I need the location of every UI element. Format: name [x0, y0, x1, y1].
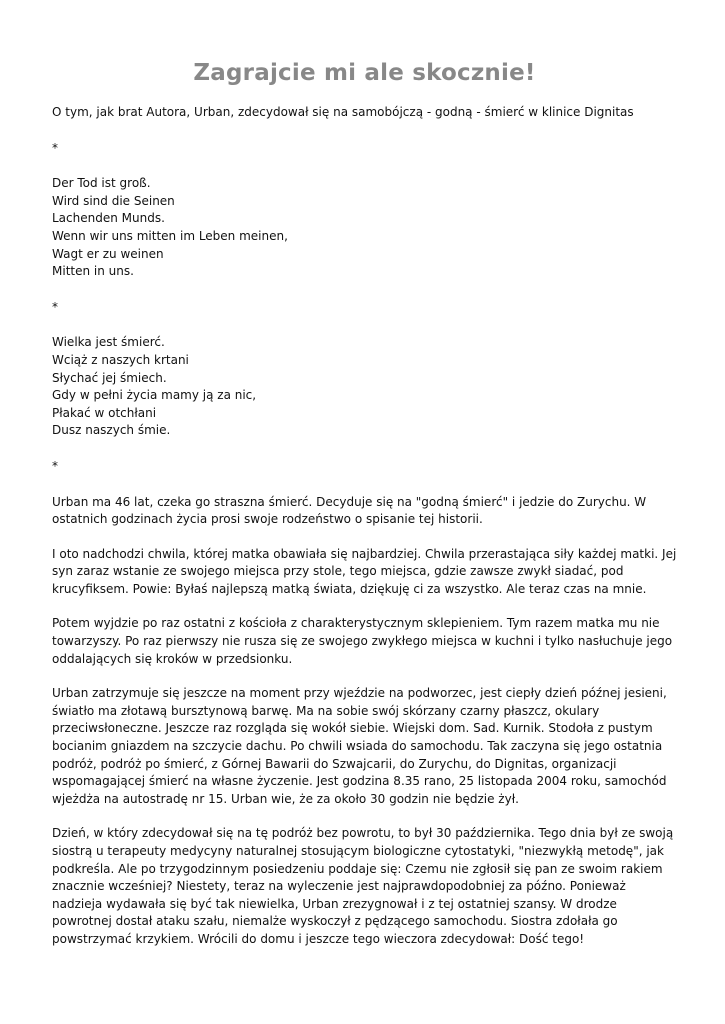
poem-line: Wenn wir uns mitten im Leben meinen, [52, 228, 288, 243]
subtitle: O tym, jak brat Autora, Urban, zdecydował się na samobójczą - godną - śmierć w klinice Dignitas [52, 105, 634, 119]
paragraph-2: I oto nadchodzi chwila, której matka obawiała się najbardziej. Chwila przerastająca siły każdej matki. Jej syn zaraz wstanie ze swojego miejsca przy stole, tego miejsca, gdzie zawsze zwykł siadać, pod krucyfiksem. Powie: Byłaś najlepszą matką świata, dziękuję ci za wszystko. Ale teraz czas na mnie. [52, 546, 677, 596]
poem-line: Mitten in uns. [52, 264, 134, 279]
separator-2: * [52, 299, 58, 314]
poem-line: Wird sind die Seinen [52, 193, 175, 208]
poem-line: Gdy w pełni życia mamy ją za nic, [52, 388, 257, 403]
poem-polish [52, 334, 677, 440]
paragraph-3: Potem wyjdzie po raz ostatni z kościoła z charakterystycznym sklepieniem. Tym razem matka mu nie towarzyszy. Po raz pierwszy nie rusza się ze swojego zwykłego miejsca w kuchni i tylko nasłuchuje jego oddalających się kroków w przedsionku. [52, 616, 673, 666]
separator-1: * [52, 140, 58, 155]
paragraph-1: Urban ma 46 lat, czeka go straszna śmierć. Decyduje się na "godną śmierć" i jedzie do Zurychu. W ostatnich godzinach życia prosi swoje rodzeństwo o spisanie tej historii. [52, 494, 647, 527]
poem-german [52, 175, 677, 281]
poem-line: Wielka jest śmierć. [52, 335, 165, 350]
paragraph-5: Dzień, w który zdecydował się na tę podróż bez powrotu, to był 30 października. Tego dnia był ze swoją siostrą u terapeuty medycyny naturalnej stosującym biologiczne cytostatyki, "niezwykłą metodę", jak podkreśla. Ale po trzygodzinnym posiedzeniu poddaje się: Czemu nie zgłosił się pan ze swoim rakiem znacznie wcześniej? Niestety, teraz na wyleczenie jest najprawdopodobniej za późno. Ponieważ nadzieja wydawała się być tak niewielka, Urban zrezygnował i z tej ostatniej szansy. W drodze powrotnej dostał ataku szału, niemalże wyskoczył z pędzącego samochodu. Siostra zdołała go powstrzymać krzykiem. Wrócili do domu i jeszcze tego wieczora zdecydował: Dość tego! [52, 826, 674, 946]
poem-line: Słychać jej śmiech. [52, 370, 167, 385]
poem-line: Wciąż z naszych krtani [52, 352, 189, 367]
poem-line: Płakać w otchłani [52, 405, 157, 420]
poem-line: Dusz naszych śmie. [52, 423, 171, 438]
separator-3: * [52, 458, 58, 473]
poem-line: Wagt er zu weinen [52, 246, 164, 261]
poem-line: Der Tod ist groß. [52, 176, 151, 191]
page-title: Zagrajcie mi ale skocznie! [193, 60, 536, 86]
paragraph-4: Urban zatrzymuje się jeszcze na moment przy wjeździe na podworzec, jest ciepły dzień późnej jesieni, światło ma złotawą bursztynową barwę. Ma na sobie swój skórzany czarny płaszcz, okulary przeciwsłoneczne. Jeszcze raz rozgląda się wokół siebie. Wiejski dom. Sad. Kurnik. Stodoła z pustym bocianim gniazdem na szczycie dachu. Po chwili wsiada do samochodu. Tak zaczyna się jego ostatnia podróż, podróż po śmierć, z Górnej Bawarii do Szwajcarii, do Zurychu, do Dignitas, organizacji wspomagającej śmierć na własne życzenie. Jest godzina 8.35 rano, 25 listopada 2004 roku, samochód wjeżdża na autostradę nr 15. Urban wie, że za około 30 godzin nie będzie żył. [52, 686, 667, 806]
document-page [52, 0, 677, 949]
poem-line: Lachenden Munds. [52, 211, 165, 226]
